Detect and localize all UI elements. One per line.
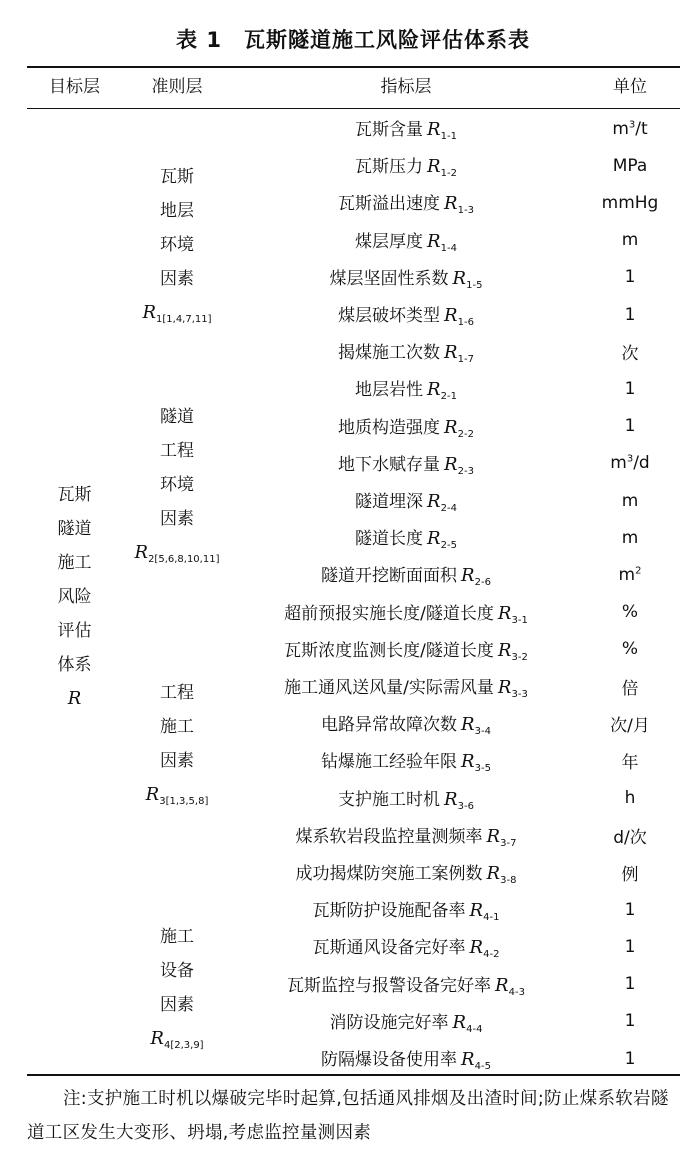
criterion-line: 因素: [160, 751, 194, 771]
indicator-symbol: R: [427, 528, 441, 550]
indicator-subscript: 2-3: [457, 465, 474, 477]
table-row: [232, 408, 680, 445]
indicator-subscript: 3-5: [474, 763, 491, 775]
table-row: [232, 668, 680, 705]
indicator-cell: [232, 636, 580, 663]
criterion-subscript: 4[2,3,9]: [163, 1040, 204, 1051]
indicator-cell: [232, 115, 580, 142]
unit-cell: [580, 453, 680, 473]
goal-line: 施工: [57, 553, 92, 573]
indicator-subscript: 3-7: [500, 837, 517, 849]
indicator-symbol: R: [461, 751, 475, 773]
indicator-name: 瓦斯浓度监测长度/隧道长度: [284, 640, 494, 661]
indicator-symbol: R: [469, 937, 484, 959]
unit-cell: [580, 1011, 680, 1031]
indicator-name: 煤系软岩段监控量测频率: [295, 826, 483, 847]
indicator-cell: [232, 561, 580, 588]
table-row: [232, 1003, 680, 1040]
criterion-symbol: R: [145, 784, 160, 805]
table-row: [232, 296, 680, 333]
header-rule: [27, 108, 680, 109]
indicator-subscript: 1-7: [457, 354, 474, 366]
indicator-subscript: 1-4: [440, 242, 457, 254]
criterion-line: 施工: [160, 717, 194, 737]
indicator-symbol: R: [497, 639, 512, 661]
table-row: [232, 1040, 680, 1077]
criterion-line: 施工: [160, 927, 194, 947]
unit-cell: [580, 823, 680, 848]
criterion-symbol: R: [150, 1028, 164, 1049]
criterion-line: 地层: [160, 201, 194, 221]
indicator-symbol: R: [495, 974, 509, 996]
indicator-subscript: 4-2: [483, 949, 500, 961]
goal-cell: [27, 478, 122, 716]
header-indicator: 指标层: [380, 77, 432, 97]
table-row: [232, 705, 680, 742]
table-row: [232, 445, 680, 482]
indicator-cell: [232, 896, 580, 923]
unit-value: MPa: [612, 155, 648, 176]
indicator-name: 支护施工时机: [338, 789, 441, 810]
unit-cell: [580, 491, 680, 511]
indicator-name: 地下水赋存量: [338, 454, 441, 475]
indicator-symbol: R: [497, 602, 512, 624]
unit-cell: [580, 711, 680, 736]
unit-value: m: [621, 527, 639, 548]
criterion-line: 因素: [160, 269, 194, 289]
indicator-symbol: R: [444, 788, 458, 810]
goal-line: 隧道: [57, 519, 92, 539]
indicator-symbol: R: [452, 267, 467, 289]
unit-cell: [580, 230, 680, 250]
table-row: [232, 631, 680, 668]
indicator-symbol: R: [497, 677, 512, 699]
indicator-name: 瓦斯压力: [355, 157, 424, 178]
indicator-name: 隧道埋深: [355, 492, 424, 513]
indicator-cell: [232, 971, 580, 998]
indicator-subscript: 4-5: [474, 1061, 491, 1073]
indicator-name: 电路异常故障次数: [321, 715, 458, 736]
indicator-subscript: 3-3: [511, 689, 528, 701]
unit-cell: [580, 748, 680, 773]
unit-value: %: [621, 639, 639, 660]
unit-cell: [580, 267, 680, 287]
indicator-subscript: 3-2: [511, 651, 528, 663]
unit-value: m: [610, 453, 627, 474]
unit-value: 年: [621, 753, 639, 774]
indicator-subscript: 3-8: [500, 875, 517, 887]
unit-value: 例: [621, 865, 639, 886]
unit-superscript: 2: [635, 565, 642, 577]
indicator-name: 防隔爆设备使用率: [321, 1050, 458, 1071]
unit-value: 1: [624, 899, 636, 920]
unit-value: 倍: [621, 679, 639, 700]
indicator-name: 隧道长度: [355, 529, 424, 550]
header-goal: 目标层: [49, 77, 100, 97]
unit-cell: [580, 565, 680, 585]
indicator-subscript: 2-2: [457, 428, 474, 440]
indicator-subscript: 1-2: [440, 168, 457, 180]
unit-superscript: 3: [628, 118, 636, 130]
unit-cell: [580, 528, 680, 548]
unit-value: 1: [624, 378, 636, 399]
unit-value: m: [621, 230, 639, 251]
indicator-cell: [232, 1008, 580, 1035]
unit-value: d/次: [613, 827, 647, 848]
criterion-line: 隧道: [160, 407, 194, 427]
indicator-cell: [232, 227, 580, 254]
indicator-subscript: 3-6: [457, 800, 474, 812]
table-row: [232, 222, 680, 259]
criterion-symbol: R: [134, 542, 149, 563]
indicator-cell: [232, 338, 580, 365]
unit-cell: [580, 379, 680, 399]
indicator-subscript: 1-5: [466, 279, 483, 291]
indicator-symbol: R: [469, 900, 484, 922]
unit-cell: [580, 119, 680, 139]
unit-value: 次/月: [610, 716, 650, 737]
header-criterion: 准则层: [151, 77, 203, 97]
criterion-line: 环境: [160, 475, 194, 495]
indicator-subscript: 4-3: [508, 986, 525, 998]
indicator-symbol: R: [427, 230, 441, 252]
indicator-name: 地层岩性: [355, 380, 424, 401]
unit-cell: [580, 639, 680, 659]
indicator-subscript: 1-1: [440, 131, 457, 143]
indicator-symbol: R: [461, 565, 475, 587]
criterion-line: 因素: [160, 995, 194, 1015]
table-number: 表 1: [176, 28, 222, 52]
unit-cell: [580, 674, 680, 699]
unit-tail: /t: [635, 118, 648, 139]
table-row: [232, 891, 680, 928]
criterion-cell-1: [122, 160, 232, 337]
indicator-name: 瓦斯含量: [355, 120, 424, 141]
indicator-subscript: 2-4: [440, 503, 457, 515]
indicator-name: 成功揭煤防突施工案例数: [295, 864, 483, 885]
indicator-name: 揭煤施工次数: [338, 343, 441, 364]
indicator-cell: [232, 710, 580, 737]
indicator-subscript: 1-3: [457, 205, 474, 217]
indicator-cell: [232, 747, 580, 774]
table-row: [232, 482, 680, 519]
indicator-cell: [232, 599, 580, 626]
indicator-symbol: R: [444, 305, 458, 327]
table-title: [0, 24, 700, 54]
indicator-symbol: R: [427, 119, 441, 141]
unit-value: 1: [624, 974, 636, 995]
indicator-cell: [232, 785, 580, 812]
unit-cell: [580, 602, 680, 622]
header-unit: 单位: [613, 77, 647, 97]
table-title-text: 瓦斯隧道施工风险评估体系表: [243, 28, 530, 52]
unit-cell: [580, 156, 680, 176]
indicator-name: 煤层破坏类型: [338, 306, 441, 327]
criterion-subscript: 2[5,6,8,10,11]: [148, 554, 220, 565]
unit-value: 1: [624, 936, 636, 957]
indicator-name: 瓦斯通风设备完好率: [312, 938, 466, 959]
unit-value: m: [621, 490, 639, 511]
unit-cell: [580, 788, 680, 808]
unit-tail: /d: [633, 453, 650, 474]
indicator-symbol: R: [461, 1049, 475, 1071]
unit-value: 1: [624, 1048, 636, 1069]
table-row: [232, 966, 680, 1003]
unit-cell: [580, 860, 680, 885]
indicator-cell: [232, 487, 580, 514]
unit-value: %: [621, 602, 639, 623]
indicator-symbol: R: [452, 1011, 467, 1033]
unit-cell: [580, 900, 680, 920]
indicator-cell: [232, 413, 580, 440]
indicator-subscript: 3-4: [474, 726, 491, 738]
table-row: [232, 370, 680, 407]
criterion-line: 设备: [160, 961, 194, 981]
indicator-subscript: 2-1: [440, 391, 457, 403]
indicator-cell: [232, 822, 580, 849]
unit-cell: [580, 193, 680, 213]
unit-value: m: [612, 118, 629, 139]
table-bottom-rule: [27, 1074, 680, 1076]
indicator-symbol: R: [427, 379, 441, 401]
indicator-name: 瓦斯溢出速度: [338, 194, 441, 215]
goal-line: 风险: [57, 587, 92, 607]
unit-cell: [580, 974, 680, 994]
unit-cell: [580, 305, 680, 325]
criterion-cell-4: [122, 920, 232, 1063]
indicator-name: 消防设施完好率: [329, 1012, 449, 1033]
unit-cell: [580, 1049, 680, 1069]
unit-value: h: [624, 788, 636, 809]
criterion-subscript: 1[1,4,7,11]: [156, 314, 212, 325]
unit-cell: [580, 937, 680, 957]
table-row: [232, 333, 680, 370]
indicator-cell: [232, 189, 580, 216]
indicator-cell: [232, 264, 580, 291]
table-note: 注:支护施工时机以爆破完毕时起算,包括通风排烟及出渣时间;防止煤系软岩隧道工区发生大变形、坍塌,考虑监控量测因素: [27, 1089, 669, 1143]
unit-value: 次: [621, 344, 639, 365]
indicator-subscript: 2-5: [440, 540, 457, 552]
table-row: [232, 259, 680, 296]
criterion-cell-2: [122, 400, 232, 577]
unit-cell: [580, 416, 680, 436]
unit-value: 1: [624, 1011, 636, 1032]
indicator-symbol: R: [444, 416, 458, 438]
table-row: [232, 854, 680, 891]
goal-line: 瓦斯: [57, 485, 92, 505]
indicator-name: 瓦斯监控与报警设备完好率: [287, 975, 492, 996]
indicator-name: 超前预报实施长度/隧道长度: [284, 603, 494, 624]
indicator-cell: [232, 1045, 580, 1072]
indicator-subscript: 1-6: [457, 317, 474, 329]
unit-value: 1: [624, 416, 636, 437]
table-row: [232, 519, 680, 556]
table-row: [232, 780, 680, 817]
criterion-line: 环境: [160, 235, 194, 255]
indicator-cell: [232, 859, 580, 886]
indicator-name: 煤层坚固性系数: [329, 268, 449, 289]
goal-line: 体系: [57, 655, 92, 675]
indicator-cell: [232, 301, 580, 328]
table-row: [232, 184, 680, 221]
table-row: [232, 147, 680, 184]
unit-value: mmHg: [601, 192, 659, 213]
indicator-cell: [232, 152, 580, 179]
indicator-symbol: R: [427, 156, 441, 178]
indicator-cell: [232, 524, 580, 551]
unit-value: 1: [624, 304, 636, 325]
indicator-name: 煤层厚度: [355, 231, 424, 252]
criterion-line: 工程: [160, 683, 194, 703]
indicator-symbol: R: [427, 491, 441, 513]
indicator-symbol: R: [444, 193, 458, 215]
indicator-symbol: R: [486, 863, 501, 885]
criterion-line: 瓦斯: [160, 167, 194, 187]
criterion-symbol: R: [142, 302, 157, 323]
indicator-symbol: R: [444, 453, 458, 475]
indicator-subscript: 3-1: [511, 614, 528, 626]
indicator-name: 施工通风送风量/实际需风量: [284, 678, 494, 699]
indicator-subscript: 2-6: [474, 577, 491, 589]
indicator-cell: [232, 933, 580, 960]
criterion-line: 因素: [160, 509, 194, 529]
indicator-cell: [232, 673, 580, 700]
table-row: [232, 110, 680, 147]
table-row: [232, 817, 680, 854]
indicator-name: 钻爆施工经验年限: [321, 752, 458, 773]
unit-value: 1: [624, 267, 636, 288]
indicator-subscript: 4-1: [483, 912, 500, 924]
indicator-name: 瓦斯防护设施配备率: [312, 901, 466, 922]
indicator-subscript: 4-4: [466, 1023, 483, 1035]
table-row: [232, 594, 680, 631]
goal-symbol: R: [67, 688, 82, 709]
criterion-line: 工程: [160, 441, 194, 461]
indicator-symbol: R: [444, 342, 458, 364]
indicator-symbol: R: [486, 825, 501, 847]
unit-value: m: [618, 564, 636, 585]
goal-line: 评估: [57, 621, 92, 641]
indicator-cell: [232, 450, 580, 477]
table-row: [232, 742, 680, 779]
table-row: [232, 556, 680, 593]
indicator-name: 隧道开挖断面面积: [321, 566, 458, 587]
indicator-symbol: R: [461, 714, 475, 736]
indicator-name: 地质构造强度: [338, 417, 441, 438]
unit-superscript: 3: [626, 453, 634, 465]
criterion-cell-3: [122, 676, 232, 819]
table-row: [232, 928, 680, 965]
unit-cell: [580, 339, 680, 364]
indicator-cell: [232, 375, 580, 402]
criterion-subscript: 3[1,3,5,8]: [159, 796, 209, 807]
